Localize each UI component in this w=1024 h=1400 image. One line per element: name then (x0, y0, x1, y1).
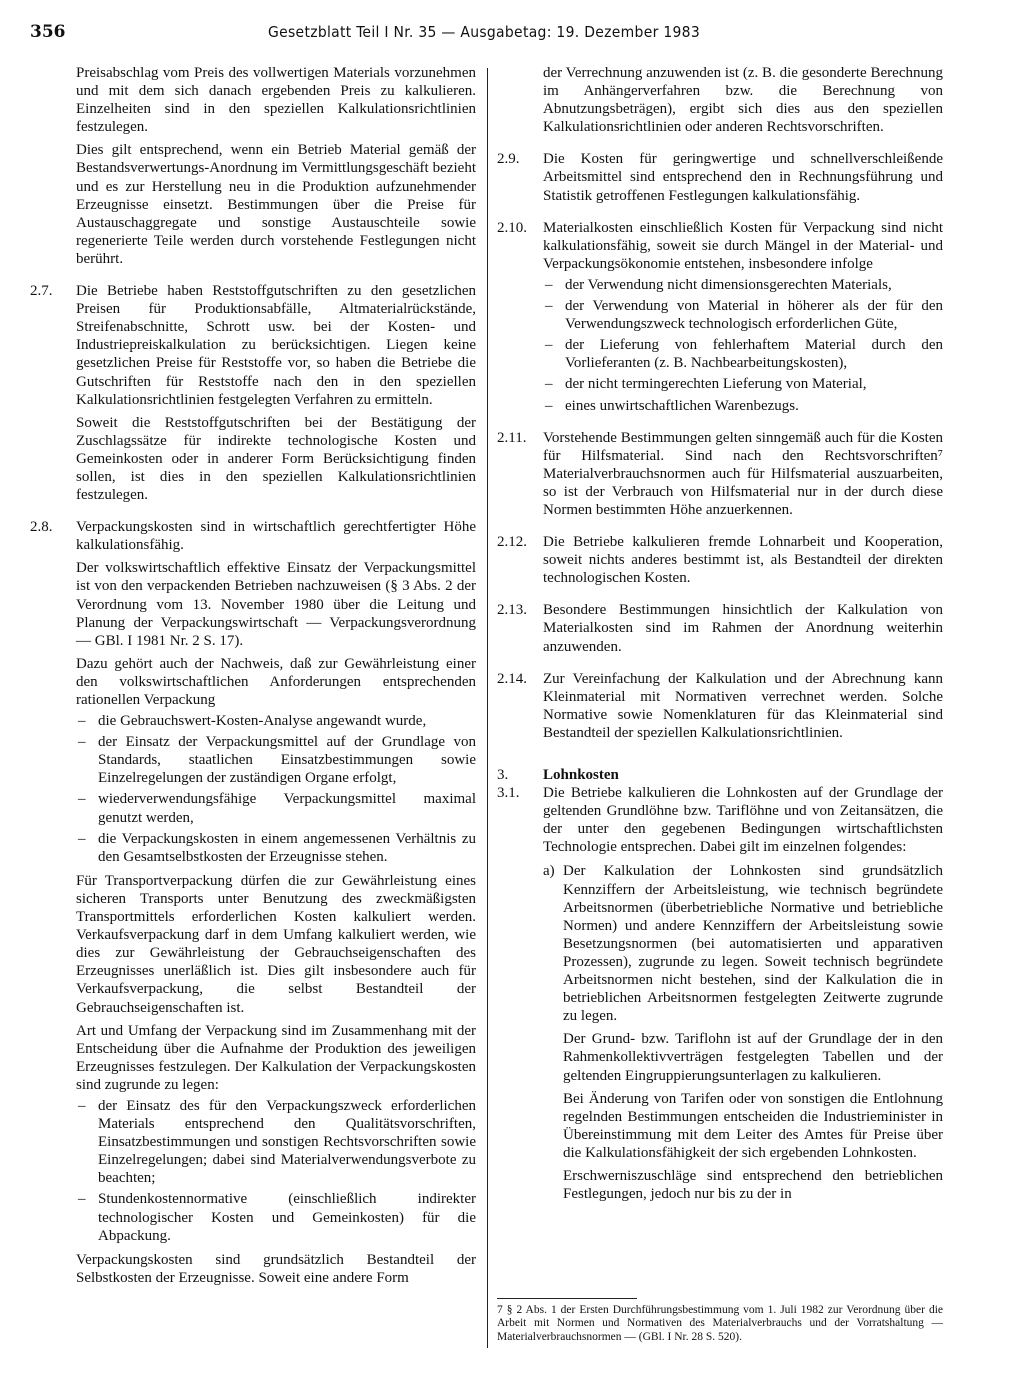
paragraph: Soweit die Reststoffgutschriften bei der Bestätigung der Zuschlagssätze für indirekte technologische Kosten und Gemeinkosten oder in anderer Form Berücksichtigung finden sollen, ist dies in den speziellen Kalkulationsrichtlinien festzulegen. (76, 414, 476, 504)
paragraph: Materialkosten einschließlich Kosten für Verpackung sind nicht kalkulationsfähig, soweit sie durch Mängel in der Material- und Verpackungsökonomie entstehen, insbesondere infolge (543, 219, 943, 272)
paragraph: Der Grund- bzw. Tariflohn ist auf der Grundlage der in den Rahmenkollektivverträgen festgelegten Tabellen und der geltenden Eingruppierungsunterlagen zu kalkulieren. (563, 1031, 943, 1084)
list-item: – der Verwendung nicht dimensionsgerechten Materials, (545, 276, 892, 293)
section-2-14 (497, 670, 943, 742)
right-column (497, 64, 943, 1203)
paragraph: Für Transportverpackung dürfen die zur Gewährleistung eines sicheren Transports unter Benutzung des zweckmäßigsten Transportmittels erforderlichen Kosten kalkuliert werden. Verkaufsverpackung darf in dem Umfang kalkuliert werden, wie dies zur Gewährleistung der Gebrauchseigenschaften des Erzeugnisses unerläßlich ist. Dies gilt insbesondere auch für Verkaufsverpackung, die selbst Bestandteil der Gebrauchseigenschaften ist. (76, 872, 476, 1016)
paragraph: Verpackungskosten sind grundsätzlich Bestandteil der Selbstkosten der Erzeugnisse. Soweit eine andere Form (76, 1251, 476, 1286)
paragraph: Die Betriebe kalkulieren die Lohnkosten auf der Grundlage der geltenden Grundlöhne bzw. Tariflöhne und von Zeitansätzen, die der unter den gegebenen Bedingungen wirtschaftlichsten Technologie entsprechen. Dabei gilt im einzelnen folgendes: (543, 785, 943, 856)
paragraph: Bei Änderung von Tarifen oder von sonstigen die Entlohnung regelnden Bestimmungen entscheiden die Industrieminister in Übereinstimmung mit dem Leiter des Amtes für Preise über die Kalkulationsfähigkeit der sich ergebenden Lohnkosten. (563, 1090, 943, 1161)
section-2-9 (497, 150, 943, 204)
section-2-11 (497, 429, 943, 519)
section-number: 2.10. (497, 219, 527, 236)
list-item: – der Einsatz der Verpackungsmittel auf der Grundlage von Standards, staatlichen Einsatzbestimmungen sowie Einzelregelungen der zuständigen Organe erfolgt, (78, 734, 476, 787)
paragraph: Art und Umfang der Verpackung sind im Zusammenhang mit der Entscheidung über die Aufnahme der Produktion des jeweiligen Erzeugnisses festzulegen. Der Kalkulation der Verpackungskosten sind zugrunde zu legen: (76, 1022, 476, 1093)
section-2-13 (497, 601, 943, 655)
footnote: 7 § 2 Abs. 1 der Ersten Durchführungsbestimmung vom 1. Juli 1982 zur Verordnung über die Arbeit mit Normen und Normativen des Materialverbrauchs und der Vorratshaltung — Materialverbrauchsnormen — (GBl. I Nr. 28 S. 520). (497, 1304, 943, 1343)
continued-section-text (497, 64, 943, 136)
paragraph: Dies gilt entsprechend, wenn ein Betrieb Material gemäß der Bestandsverwertungs-Anordnung im Vermittlungsgeschäft bezieht und es zur Herstellung neu in die Produktion aufzunehmender Erzeugnisse einsetzt. Bestimmungen über die Preise für Austauschaggregate und sonstige Austauschteile sowie regenerierte Teile werden durch vorstehende Festlegungen nicht berührt. (76, 142, 476, 267)
section-2-12 (497, 533, 943, 587)
list-item: – der nicht termingerechten Lieferung von Material, (545, 376, 867, 393)
section-2-8 (30, 518, 476, 1287)
section-number: 3.1. (497, 785, 520, 802)
paragraph: Die Betriebe haben Reststoffgutschriften zu den gesetzlichen Preisen für Produktionsabfälle, Altmaterialrückstände, Streifenabschnitte, Schrott usw. bei der Kosten- und Industriepreiskalkulation zu berücksichtigen. Liegen keine gesetzlichen Preise für Reststoffe vor, so haben die Betriebe die Gutschriften für Reststoffe nach den in den speziellen Kalkulationsrichtlinien festgelegten Verfahren zu ermitteln. (76, 283, 476, 408)
paragraph: Besondere Bestimmungen hinsichtlich der Kalkulation von Materialkosten sind im Rahmen der Anordnung weiterhin anzuwenden. (543, 602, 943, 655)
list-item: – die Verpackungskosten in einem angemessenen Verhältnis zu den Gesamtselbstkosten der Erzeugnisse stehen. (78, 830, 476, 865)
paragraph: Der volkswirtschaftlich effektive Einsatz der Verpackungsmittel ist von den verpackenden Betrieben nachzuweisen (§ 3 Abs. 2 der Verordnung vom 13. November 1980 über die Leitung und Planung der Verpackungswirtschaft — Verpackungsverordnung — GBl. I 1981 Nr. 2 S. 17). (76, 560, 476, 649)
section-number: 2.14. (497, 670, 527, 687)
section-number: 3. (497, 767, 509, 783)
paragraph: Erschwerniszuschläge sind entsprechend den betrieblichen Festlegungen, jedoch nur bis zu der in (563, 1167, 943, 1203)
page-number: 356 (30, 22, 66, 42)
list-item: – die Gebrauchswert-Kosten-Analyse angewandt wurde, (78, 713, 427, 730)
section-2-7 (30, 282, 476, 504)
continued-section-text (30, 64, 476, 268)
list-item: – Stundenkostennormative (einschließlich indirekter technologischer Kosten und Gemeinkosten) für die Abpackung. (78, 1191, 476, 1244)
footnote-divider (497, 1298, 637, 1299)
section-3-heading (497, 766, 943, 784)
subsection-a (543, 862, 943, 1203)
paragraph: Preisabschlag vom Preis des vollwertigen Materials vorzunehmen und mit dem sich danach ergebenden Preis zu kalkulieren. Einzelheiten sind in den speziellen Kalkulationsrichtlinien festzulegen. (76, 65, 476, 136)
page-header (30, 22, 990, 46)
subsection-label: a) (543, 863, 555, 880)
list-item: – eines unwirtschaftlichen Warenbezugs. (545, 397, 799, 414)
paragraph: Der Kalkulation der Lohnkosten sind grundsätzlich Kennziffern der Arbeitsleistung, wie technisch begründete Arbeitsnormen (überbetriebliche Normative und betriebliche Normen) und andere Kennziffern der Arbeitsleistung sowie Besetzungsnormen (bei automatisierten und apparativen Prozessen), zugrunde zu legen. Soweit technisch begründete Arbeitsnormen nicht bestehen, sind der Kalkulation die in betrieblichen Arbeitsnormen festgelegten Zeitwerte zugrunde zu legen. (563, 863, 943, 1025)
list-item: – der Verwendung von Material in höherer als der für den Verwendungszweck technologisch erforderlichen Güte, (545, 298, 943, 333)
paragraph: der Verrechnung anzuwenden ist (z. B. die gesonderte Berechnung im Anhängerverfahren bzw. die Berechnung von Abnutzungsbeträgen), ergibt sich dies aus den speziellen Kalkulationsrichtlinien oder anderen Rechtsvorschriften. (543, 65, 943, 136)
column-divider (487, 68, 488, 1348)
section-3-1 (497, 784, 943, 1203)
section-number: 2.12. (497, 534, 527, 551)
gazette-header-title: Gesetzblatt Teil I Nr. 35 — Ausgabetag: 19. Dezember 1983 (268, 23, 701, 41)
section-number: 2.13. (497, 602, 527, 619)
section-title: Lohnkosten (543, 767, 619, 783)
list-item: – der Einsatz des für den Verpackungszweck erforderlichen Materials entsprechend den Qualitätsvorschriften, Einsatzbestimmungen und sonstigen Rechtsvorschriften sowie Einzelregelungen; dabei sind Materialverwendungsverbote zu beachten; (78, 1097, 476, 1187)
list-item: – der Lieferung von fehlerhaftem Material durch den Vorlieferanten (z. B. Nachbearbeitungskosten), (545, 337, 943, 372)
paragraph: Die Kosten für geringwertige und schnellverschleißende Arbeitsmittel sind entsprechend den in Rechnungsführung und Statistik getroffenen Festlegungen kalkulationsfähig. (543, 151, 943, 204)
paragraph: Dazu gehört auch der Nachweis, daß zur Gewährleistung einer den volkswirtschaftlichen Anforderungen entsprechenden rationellen Verpackung (76, 655, 476, 708)
paragraph: Verpackungskosten sind in wirtschaftlich gerechtfertigter Höhe kalkulationsfähig. (76, 519, 476, 554)
section-number: 2.11. (497, 429, 527, 446)
paragraph: Vorstehende Bestimmungen gelten sinngemäß auch für die Kosten für Hilfsmaterial. Sind nach den Rechtsvorschriften⁷ Materialverbrauchsnormen auch für Hilfsmaterial auszuarbeiten, so ist der Verbrauch von Hilfsmaterial nur in der durch diese Normen bestimmten Höhe anzuerkennen. (543, 429, 943, 518)
paragraph: Die Betriebe kalkulieren fremde Lohnarbeit und Kooperation, soweit nichts anderes bestimmt ist, als Bestandteil der direkten technologischen Kosten. (543, 534, 943, 587)
list-item: – wiederverwendungsfähige Verpackungsmittel maximal genutzt werden, (78, 791, 476, 826)
section-2-10 (497, 219, 943, 415)
section-number: 2.8. (30, 519, 53, 536)
section-number: 2.7. (30, 283, 53, 300)
section-number: 2.9. (497, 151, 520, 168)
left-column (30, 64, 476, 1287)
paragraph: Zur Vereinfachung der Kalkulation und der Abrechnung kann Kleinmaterial mit Normativen verrechnet werden. Solche Normative sowie Nomenklaturen für das Kleinmaterial sind Bestandteil der speziellen Kalkulationsrichtlinien. (543, 670, 943, 741)
